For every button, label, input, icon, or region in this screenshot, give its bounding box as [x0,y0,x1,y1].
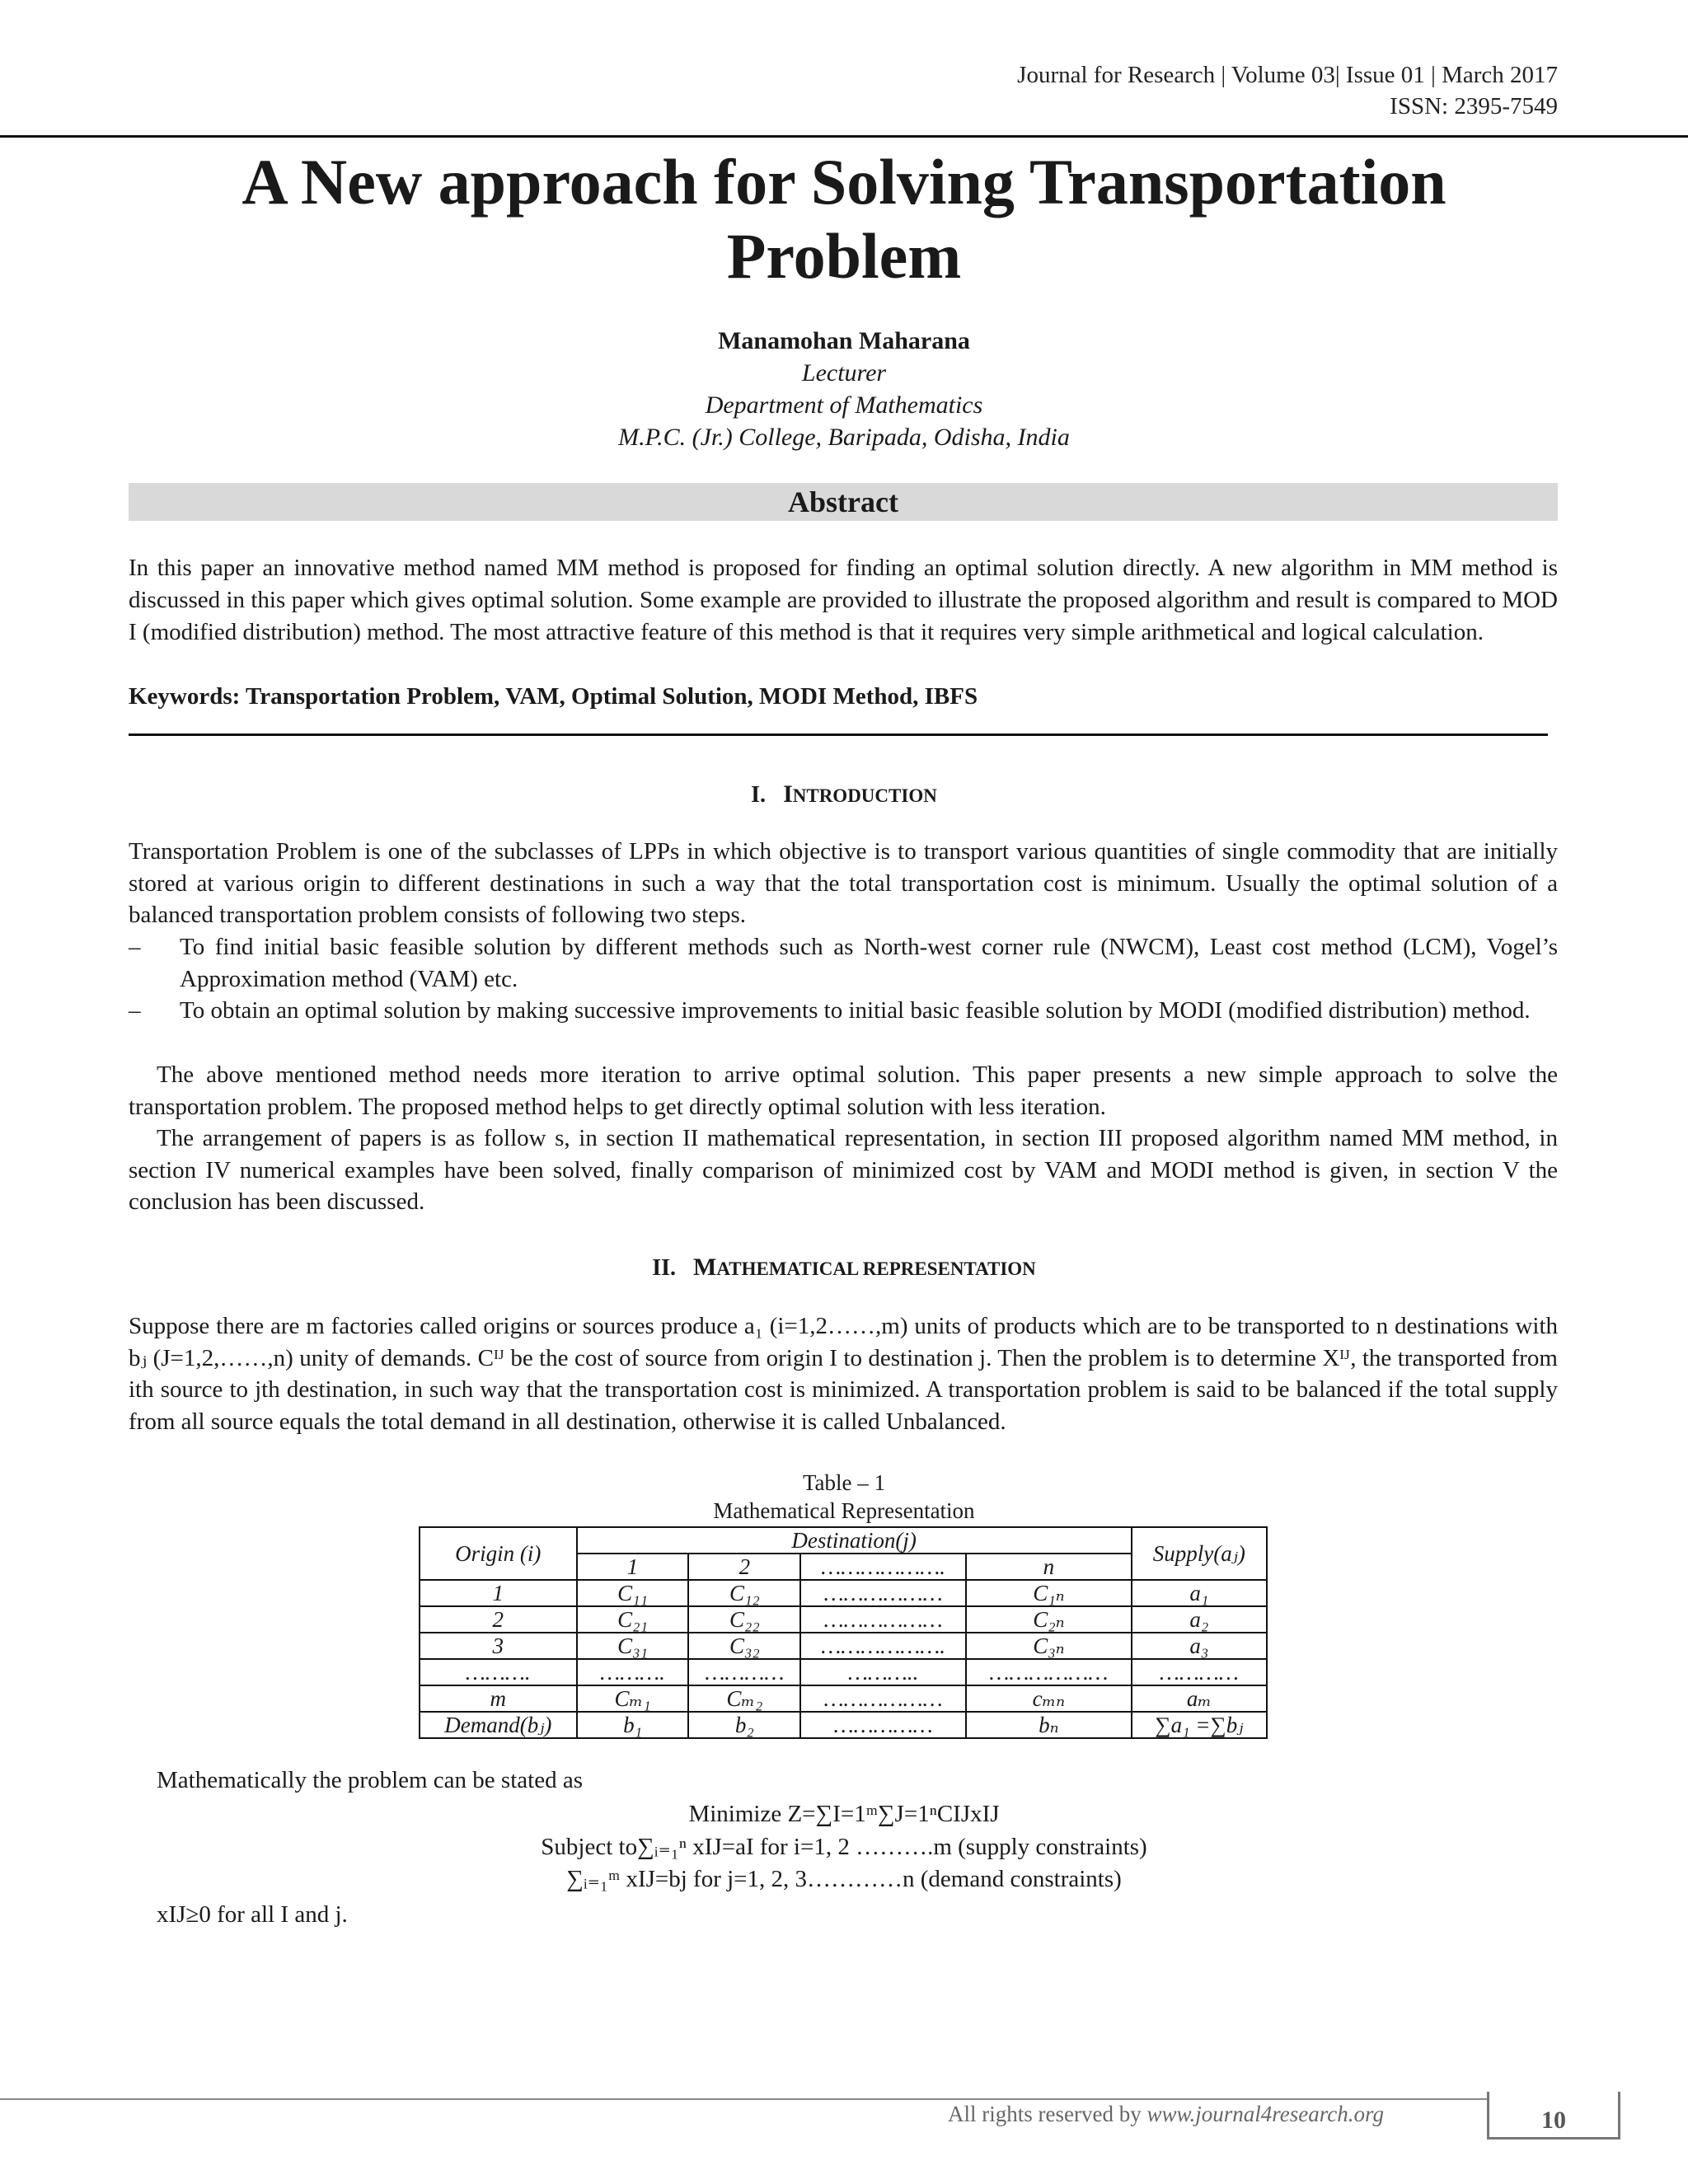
abstract-text: In this paper an innovative method named MM method is proposed for finding an optimal solution directly. A new algorithm in MM method is discussed in this paper which gives optimal solution. Some example are provided to illustrate the proposed algorithm and result is compared to MOD I (modified distribution) method. The most attractive feature of this method is that it requires very simple arithmetical and logical calculation. [129,555,1558,645]
table-cell: C₂ₙ [966,1606,1132,1633]
table-cell: a₂ [1132,1606,1267,1633]
intro-paragraph-2 [129,1059,1558,1122]
intro-bullets [129,931,1558,1027]
section-2-initial: M [693,1254,717,1281]
nonnegativity-constraint: xIJ≥0 for all I and j. [157,1901,348,1928]
table-row [420,1606,1267,1633]
header-rule [0,135,1688,138]
objective-function: Minimize Z=∑I=1ᵐ∑J=1ⁿCIJxIJ [688,1801,1000,1827]
destination-header: Destination(j) [577,1527,1132,1554]
supply-constraint: Subject to∑ᵢ₌₁ⁿ xIJ=aI for i=1, 2 ……….m (supply constraints) [541,1834,1147,1860]
table-cell: b₁ [577,1712,689,1738]
table-cell: ………. [577,1659,689,1685]
table-cell: b₂ [688,1712,800,1738]
math-representation-table [419,1526,1268,1739]
section-1-number: I. [751,782,767,808]
keywords-rule [129,733,1548,736]
author-block [132,325,1556,453]
section-1-initial: I [783,780,793,808]
table-cell: C₁₂ [688,1580,800,1606]
table-cell: ……………… [800,1606,966,1633]
journal-info: Journal for Research | Volume 03| Issue 01 | March 2017 [1017,62,1558,88]
table-cell: ……….. [800,1659,966,1685]
issn: ISSN: 2395-7549 [1390,93,1558,120]
table-cell: C₂₁ [577,1606,689,1633]
table-caption-title: Mathematical Representation [713,1498,975,1523]
abstract-heading: Abstract [129,483,1558,521]
dest-col-header: ………………. [800,1554,966,1580]
dest-col-header: 1 [577,1554,689,1580]
table-cell: cₘₙ [966,1685,1132,1712]
table-cell: 3 [420,1633,577,1659]
table-cell: ……………… [800,1685,966,1712]
author-affiliation: M.P.C. (Jr.) College, Baripada, Odisha, India [618,424,1070,451]
origin-header: Origin (i) [420,1527,577,1580]
bullet-mark: – [129,934,141,960]
rights-text: All rights reserved by [948,2102,1142,2126]
table-cell: …………… [800,1712,966,1738]
intro-paragraph-2-text: The above mentioned method needs more iteration to arrive optimal solution. This paper presents a new simple approach to solve the transportation problem. The proposed method helps to get directly optimal solution with less iteration. [129,1062,1558,1120]
table-cell: 1 [420,1580,577,1606]
title-line-2: Problem [726,220,962,292]
author-role: Lecturer [801,359,887,387]
section-2-heading [132,1253,1556,1284]
intro-paragraph-3 [129,1122,1558,1218]
table-cell: C₁ₙ [966,1580,1132,1606]
demand-constraint: ∑ᵢ₌₁ᵐ xIJ=bj for j=1, 2, 3…………n (demand constraints) [566,1866,1122,1892]
running-header [1017,59,1558,122]
bullet-text-1: To find initial basic feasible solution by different methods such as North-west corner rule (NWCM), Least cost method (LCM), Vogel’s Approximation method (VAM) etc. [180,934,1558,992]
intro-paragraph-1: Transportation Problem is one of the subclasses of LPPs in which objective is to transport various quantities of single commodity that are initially stored at various origin to different destinations in such a way that the total transportation cost is minimum. Usually the optimal solution of a balanced transportation problem consists of following two steps. [129,838,1558,929]
section-2-number: II. [652,1255,676,1281]
table-cell: ………. [420,1659,577,1685]
table-cell: ∑a₁ =∑bⱼ [1132,1712,1267,1738]
table-cell: a₃ [1132,1633,1267,1659]
dest-col-header: n [966,1554,1132,1580]
math-intro: Mathematically the problem can be stated as [157,1767,583,1793]
math-paragraph: Suppose there are m factories called origins or sources produce a₁ (i=1,2……,m) units of products which are to be transported to n destinations with bⱼ (J=1,2,……,n) unity of demands. Cᴵᴶ be the cost of source from origin I to destination j. Then the problem is to determine Xᴵᴶ, the transported from ith source to jth destination, in such way that the transportation cost is minimized. A transportation problem is said to be balanced if the total supply from all source equals the total demand in all destination, otherwise it is called Unbalanced. [129,1313,1558,1435]
table-cell: C₃₂ [688,1633,800,1659]
table-cell: Demand(bⱼ) [420,1712,577,1738]
table-cell: C₂₂ [688,1606,800,1633]
bullet-item [129,931,1558,995]
demand-row [420,1712,1267,1738]
table-cell: ………… [688,1659,800,1685]
bullet-item [129,995,1558,1027]
footer-rights [948,2102,1384,2127]
table-row [420,1633,1267,1659]
paper-title [132,145,1556,293]
bullet-mark: – [129,997,141,1024]
table-cell: Cₘ₂ [688,1685,800,1712]
intro-paragraph-3-text: The arrangement of papers is as follow s, in section II mathematical representation, in section III proposed algorithm named MM method, in section IV numerical examples have been solved, finally comparison of minimized cost by VAM and MODI method is given, in section V the conclusion has been discussed. [129,1125,1558,1216]
supply-header: Supply(aⱼ) [1132,1527,1267,1580]
table-row [420,1685,1267,1712]
table-cell: C₁₁ [577,1580,689,1606]
table-cell: 2 [420,1606,577,1633]
table-caption-number: Table – 1 [802,1470,886,1495]
table-header-row [420,1527,1267,1554]
table-cell: C₃ₙ [966,1633,1132,1659]
footer-rule [0,2098,1487,2100]
table-cell: a₁ [1132,1580,1267,1606]
table-cell: ……………… [800,1580,966,1606]
table-row [420,1659,1267,1685]
table-cell: ………………. [800,1633,966,1659]
section-2-title: ATHEMATICAL REPRESENTATION [716,1258,1036,1279]
title-line-1: A New approach for Solving Transportation [241,146,1447,218]
table-cell: m [420,1685,577,1712]
author-department: Department of Mathematics [705,391,983,419]
page-number: 10 [1541,2107,1566,2134]
table-cell: bₙ [966,1712,1132,1738]
keywords: Keywords: Transportation Problem, VAM, Optimal Solution, MODI Method, IBFS [129,683,978,710]
table-cell: Cₘ₁ [577,1685,689,1712]
dest-col-header: 2 [688,1554,800,1580]
table-cell: ……………… [966,1659,1132,1685]
journal-site-link[interactable]: www.journal4research.org [1146,2102,1384,2126]
table-cell: C₃₁ [577,1633,689,1659]
bullet-text-2: To obtain an optimal solution by making successive improvements to initial basic feasible solution by MODI (modified distribution) method. [180,997,1531,1024]
table-cell: aₘ [1132,1685,1267,1712]
section-1-heading [132,780,1556,811]
author-name: Manamohan Maharana [718,327,970,354]
table-cell: ………… [1132,1659,1267,1685]
table-row [420,1580,1267,1606]
section-1-title: NTRODUCTION [792,785,937,806]
